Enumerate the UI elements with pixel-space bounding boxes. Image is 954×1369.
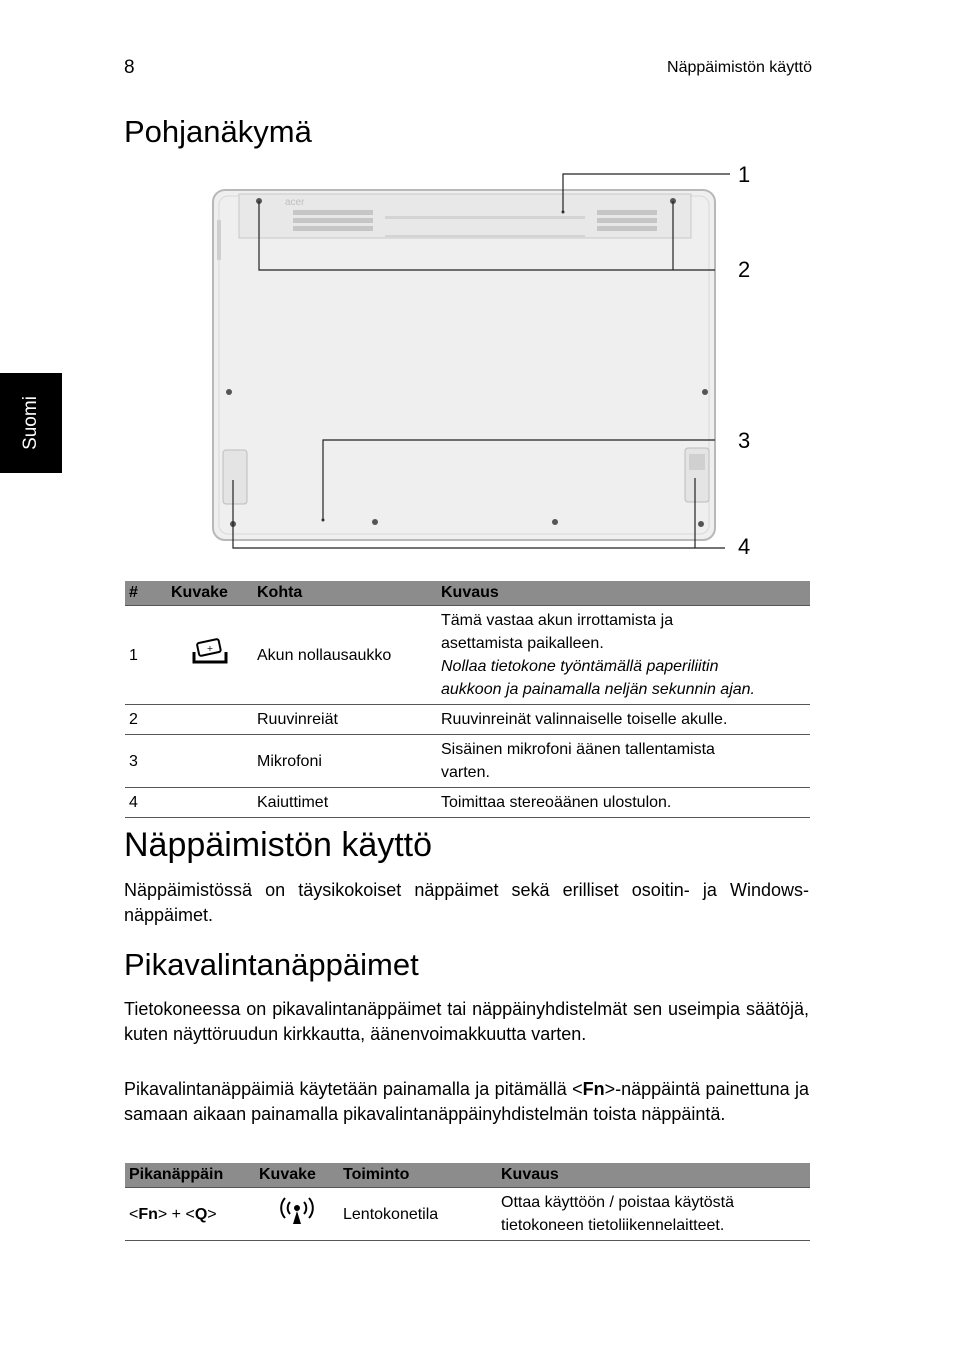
page-number: 8 (124, 57, 135, 78)
row-icon-cell (167, 705, 253, 735)
row-description: Sisäinen mikrofoni äänen tallentamista varten. (437, 735, 810, 788)
col-item: Kohta (253, 581, 437, 606)
col-description: Kuvaus (437, 581, 810, 606)
callout-3: 3 (738, 428, 751, 453)
hotkeys-intro-paragraph: Tietokoneessa on pikavalintanäppäimet tai näppäinyhdistelmät sen useimpia säätöjä, kuten näyttöruudun kirkkautta, äänenvoimakkuutta varten. (124, 999, 809, 1044)
running-title: Näppäimistön käyttö (667, 59, 812, 76)
row-item: Ruuvinreiät (253, 705, 437, 735)
col-hotkey: Pikanäppäin (125, 1163, 255, 1188)
bottom-view-table (125, 581, 810, 818)
fn-key-label: Fn (582, 1079, 605, 1099)
table-row (125, 705, 810, 735)
row-description: Toimittaa stereoäänen ulostulon. (437, 788, 810, 818)
acer-logo: acer (285, 197, 305, 208)
keyboard-section-title: Näppäimistön käyttö (124, 826, 433, 864)
row-icon-cell (167, 735, 253, 788)
row-item: Kaiuttimet (253, 788, 437, 818)
row-description: Tämä vastaa akun irrottamista ja asettamista paikalleen. Nollaa tietokone työntämällä paperiliitin aukkoon ja painamalla neljän sekunnin ajan. (437, 606, 810, 705)
row-number: 3 (125, 735, 167, 788)
row-icon-cell (167, 788, 253, 818)
hotkeys-usage-paragraph: Pikavalintanäppäimiä käytetään painamalla ja pitämällä <Fn>-näppäintä painettuna ja samaan aikaan painamalla pikavalintanäppäinyhdistelmän toista näppäintä. (124, 1079, 810, 1124)
hotkeys-section-title: Pikavalintanäppäimet (124, 947, 419, 982)
language-tab (0, 373, 62, 473)
battery-reset-icon (191, 638, 229, 666)
airplane-mode-icon (278, 1196, 316, 1226)
callout-1: 1 (738, 162, 751, 187)
table-row (125, 735, 810, 788)
keyboard-intro-paragraph: Näppäimistössä on täysikokoiset näppäimet sekä erilliset osoitin- ja Windows-näppäimet. (124, 880, 809, 925)
laptop-chassis (213, 190, 715, 540)
table-row (125, 1188, 810, 1241)
callout-4: 4 (738, 534, 751, 559)
row-item: Akun nollausaukko (253, 606, 437, 705)
hotkey-combo: <Fn> + <Q> (125, 1188, 255, 1241)
svg-text:+: + (206, 643, 214, 653)
bottom-view-title: Pohjanäkymä (124, 114, 312, 149)
table-header-row (125, 1163, 810, 1188)
hotkey-table (125, 1163, 810, 1241)
row-number: 1 (125, 606, 167, 705)
table-row (125, 788, 810, 818)
row-description: Ruuvinreinät valinnaiselle toiselle akulle. (437, 705, 810, 735)
col-function: Toiminto (339, 1163, 497, 1188)
row-number: 2 (125, 705, 167, 735)
col-icon: Kuvake (255, 1163, 339, 1188)
row-icon-cell (255, 1188, 339, 1241)
table-row (125, 606, 810, 705)
col-description: Kuvaus (497, 1163, 810, 1188)
row-number: 4 (125, 788, 167, 818)
col-number: # (125, 581, 167, 606)
table-header-row (125, 581, 810, 606)
hotkey-function: Lentokonetila (339, 1188, 497, 1241)
vent-grille-right (597, 210, 657, 231)
speaker-left (223, 450, 247, 504)
vent-grille-left (293, 210, 373, 231)
row-item: Mikrofoni (253, 735, 437, 788)
laptop-bottom-figure (205, 160, 765, 560)
language-tab-label: Suomi (20, 396, 41, 450)
row-icon-cell (167, 606, 253, 705)
col-icon: Kuvake (167, 581, 253, 606)
hotkey-description: Ottaa käyttöön / poistaa käytöstä tietokoneen tietoliikennelaitteet. (497, 1188, 810, 1241)
callout-2: 2 (738, 257, 751, 282)
